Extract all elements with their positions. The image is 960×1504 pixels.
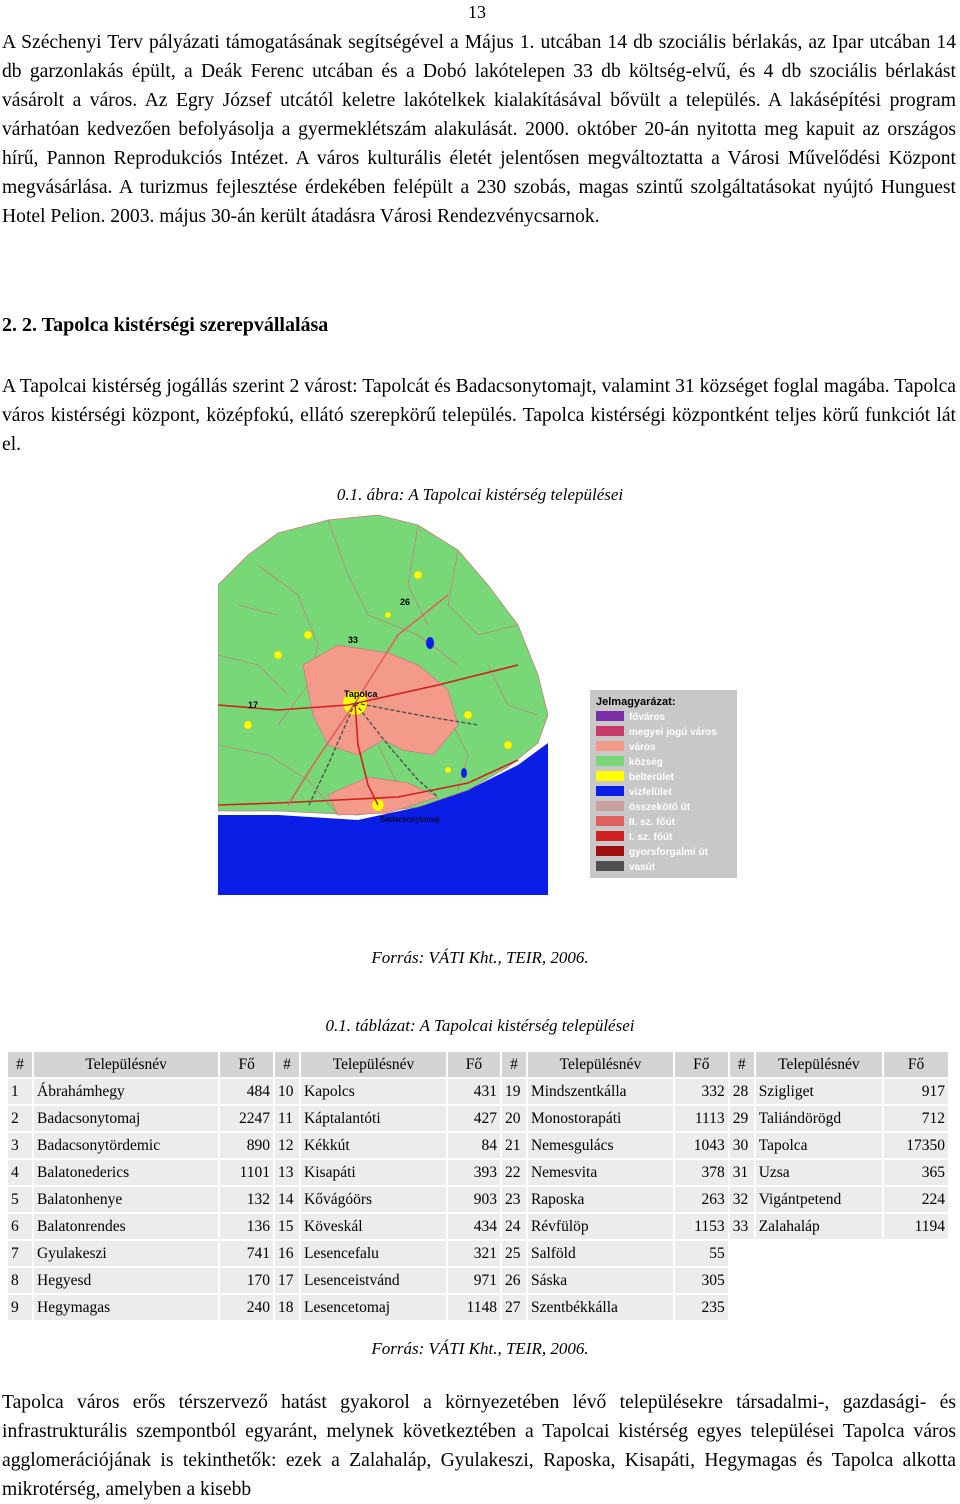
- table-cell-settlement: Nemesvita: [528, 1160, 673, 1185]
- table-header-cell: Településnév: [756, 1052, 882, 1077]
- table-cell-settlement: Kővágóörs: [301, 1187, 446, 1212]
- legend-label: vasút: [629, 862, 656, 873]
- table-row: [8, 1268, 948, 1293]
- table-cell-number: 18: [275, 1295, 299, 1320]
- table-cell-population: 712: [884, 1106, 948, 1131]
- table-cell-number: 11: [275, 1106, 299, 1131]
- map-label-33: 33: [348, 635, 359, 645]
- table-cell-population: 263: [675, 1187, 728, 1212]
- figure-caption: 0.1. ábra: A Tapolcai kistérség települései: [336, 485, 624, 504]
- table-cell-settlement: Kékkút: [301, 1133, 446, 1158]
- map-label-badacsony: Badacsonytomaj: [380, 815, 440, 824]
- table-header-row: [8, 1052, 948, 1077]
- table-cell-number: 7: [8, 1241, 32, 1266]
- table-cell-settlement: Badacsonytomaj: [34, 1106, 218, 1131]
- table-cell-settlement: Kapolcs: [301, 1079, 446, 1104]
- table-cell-settlement: Lesencefalu: [301, 1241, 446, 1266]
- table-header-cell: #: [275, 1052, 299, 1077]
- figure-source: Forrás: VÁTI Kht., TEIR, 2006.: [371, 948, 589, 967]
- body-paragraph-3: Tapolca város erős térszervező hatást gyakorol a környezetében lévő településekre társadalmi-, gazdasági- és infrastrukturális szempontból egyaránt, melynek következtében a Tapolcai kistérség egyes települései Tapolca város agglomerációjának is tekinthetők: ezek a Zalahaláp, Gyulakeszi, Raposka, Kisapáti, Hegymagas és Tapolca alkotta mikrotérség, amelyben a kisebb: [2, 1392, 956, 1500]
- table-cell-number: 24: [502, 1214, 526, 1239]
- table-header-cell: #: [502, 1052, 526, 1077]
- table-cell-population: 332: [675, 1079, 728, 1104]
- table-cell-population: 917: [884, 1079, 948, 1104]
- map-graphic: [218, 515, 768, 895]
- legend-swatch: [596, 786, 624, 796]
- table-cell-population: 321: [448, 1241, 500, 1266]
- legend-swatch: [596, 816, 624, 826]
- table-cell-number: 26: [502, 1268, 526, 1293]
- table-cell-population: 971: [448, 1268, 500, 1293]
- legend-label: főváros: [629, 712, 666, 723]
- table-row: [8, 1214, 948, 1239]
- table-cell-number: 20: [502, 1106, 526, 1131]
- page-number: 13: [468, 2, 486, 22]
- map-label-17: 17: [248, 700, 259, 710]
- table-cell-number: 6: [8, 1214, 32, 1239]
- legend-label: II. sz. főút: [629, 817, 676, 828]
- legend-swatch: [596, 741, 624, 751]
- legend-swatch: [596, 861, 624, 871]
- table-cell-number: 30: [730, 1133, 754, 1158]
- table-cell-settlement: Kisapáti: [301, 1160, 446, 1185]
- table-cell-number: 10: [275, 1079, 299, 1104]
- legend-label: gyorsforgalmi út: [629, 847, 708, 858]
- table-cell-number: 29: [730, 1106, 754, 1131]
- table-cell-settlement: Szentbékkálla: [528, 1295, 673, 1320]
- table-cell-settlement: Lesenceistvánd: [301, 1268, 446, 1293]
- table-cell-population: 1148: [448, 1295, 500, 1320]
- legend-swatch: [596, 846, 624, 856]
- table-cell-number: 33: [730, 1214, 754, 1239]
- table-cell-population: 365: [884, 1160, 948, 1185]
- table-cell-population: 1113: [675, 1106, 728, 1131]
- table-cell-population: 741: [220, 1241, 273, 1266]
- settlements-table: [6, 1050, 950, 1322]
- table-cell-number: [730, 1295, 754, 1320]
- table-cell-population: 136: [220, 1214, 273, 1239]
- legend-label: I. sz. főút: [629, 832, 673, 843]
- legend-swatch: [596, 801, 624, 811]
- table-header-cell: #: [8, 1052, 32, 1077]
- legend-swatch: [596, 756, 624, 766]
- legend-label: összekötő út: [629, 802, 691, 813]
- legend-label: község: [629, 757, 663, 768]
- table-header-cell: Fő: [220, 1052, 273, 1077]
- table-cell-population: 305: [675, 1268, 728, 1293]
- table-cell-settlement: Nemesgulács: [528, 1133, 673, 1158]
- table-cell-number: 27: [502, 1295, 526, 1320]
- map-label-tapolca: Tapolca: [344, 689, 378, 699]
- table-cell-number: 13: [275, 1160, 299, 1185]
- table-cell-settlement: [756, 1268, 882, 1293]
- table-header-cell: Településnév: [34, 1052, 218, 1077]
- table-cell-settlement: [756, 1241, 882, 1266]
- table-cell-settlement: Zalahaláp: [756, 1214, 882, 1239]
- table-cell-population: 240: [220, 1295, 273, 1320]
- table-cell-number: 32: [730, 1187, 754, 1212]
- table-cell-settlement: Szigliget: [756, 1079, 882, 1104]
- table-source: Forrás: VÁTI Kht., TEIR, 2006.: [371, 1339, 589, 1358]
- table-cell-number: 16: [275, 1241, 299, 1266]
- table-cell-population: 224: [884, 1187, 948, 1212]
- table-cell-number: [730, 1268, 754, 1293]
- table-cell-population: 431: [448, 1079, 500, 1104]
- table-cell-settlement: Raposka: [528, 1187, 673, 1212]
- table-cell-number: 15: [275, 1214, 299, 1239]
- table-cell-number: 8: [8, 1268, 32, 1293]
- table-cell-population: 378: [675, 1160, 728, 1185]
- table-cell-settlement: Badacsonytördemic: [34, 1133, 218, 1158]
- table-cell-population: 1153: [675, 1214, 728, 1239]
- legend-label: város: [629, 742, 656, 753]
- table-cell-population: 84: [448, 1133, 500, 1158]
- table-cell-number: 21: [502, 1133, 526, 1158]
- table-cell-population: 1194: [884, 1214, 948, 1239]
- table-cell-number: 28: [730, 1079, 754, 1104]
- table-row: [8, 1295, 948, 1320]
- table-cell-population: 132: [220, 1187, 273, 1212]
- table-cell-settlement: Balatonederics: [34, 1160, 218, 1185]
- table-cell-population: [884, 1241, 948, 1266]
- table-caption: 0.1. táblázat: A Tapolcai kistérség települései: [325, 1016, 635, 1035]
- table-row: [8, 1133, 948, 1158]
- table-cell-number: 17: [275, 1268, 299, 1293]
- table-cell-settlement: Köveskál: [301, 1214, 446, 1239]
- subregion-map: [218, 515, 768, 895]
- legend-swatch: [596, 726, 624, 736]
- table-cell-settlement: Mindszentkálla: [528, 1079, 673, 1104]
- legend-swatch: [596, 771, 624, 781]
- table-cell-settlement: [756, 1295, 882, 1320]
- table-row: [8, 1241, 948, 1266]
- table-cell-settlement: Taliándörögd: [756, 1106, 882, 1131]
- table-cell-settlement: Balatonrendes: [34, 1214, 218, 1239]
- table-cell-number: 19: [502, 1079, 526, 1104]
- legend-label: vízfelület: [629, 787, 672, 798]
- table-cell-number: 23: [502, 1187, 526, 1212]
- table-cell-settlement: Tapolca: [756, 1133, 882, 1158]
- body-paragraph-2: A Tapolcai kistérség jogállás szerint 2 várost: Tapolcát és Badacsonytomajt, valamint 31 községet foglal magába. Tapolca város kistérségi központ, középfokú, ellátó szerepkörű település. Tapolca kistérségi központként teljes körű funkciót lát el.: [2, 376, 956, 455]
- table-cell-population: 2247: [220, 1106, 273, 1131]
- table-cell-population: 1101: [220, 1160, 273, 1185]
- table-cell-settlement: Káptalantóti: [301, 1106, 446, 1131]
- body-paragraph-1: A Széchenyi Terv pályázati támogatásának segítségével a Május 1. utcában 14 db szociális bérlakás, az Ipar utcában 14 db garzonlakás épült, a Deák Ferenc utcában és a Dobó lakótelepen 33 db költség-elvű, és 4 db szociális bérlakást vásárolt a város. Az Egry József utcától keletre lakótelkek kialakításával bővült a település. A lakásépítési program várhatóan kedvezően befolyásolja a gyermeklétszám alakulását. 2000. október 20-án nyitotta meg kapuit az országos hírű, Pannon Reprodukciós Intézet. A város kulturális életét jelentősen megváltoztatta a Városi Művelődési Központ megvásárlása. A turizmus fejlesztése érdekében felépült a 230 szobás, magas szintű szolgáltatásokat nyújtó Hunguest Hotel Pelion. 2003. május 30-án került átadásra Városi Rendezvénycsarnok.: [2, 32, 956, 227]
- table-row: [8, 1079, 948, 1104]
- table-cell-settlement: Ábrahámhegy: [34, 1079, 218, 1104]
- table-cell-population: 434: [448, 1214, 500, 1239]
- table-cell-settlement: Gyulakeszi: [34, 1241, 218, 1266]
- table-cell-settlement: Lesencetomaj: [301, 1295, 446, 1320]
- table-row: [8, 1106, 948, 1131]
- table-cell-number: 22: [502, 1160, 526, 1185]
- table-cell-number: 25: [502, 1241, 526, 1266]
- table-cell-population: [884, 1295, 948, 1320]
- table-cell-number: 5: [8, 1187, 32, 1212]
- table-cell-population: 17350: [884, 1133, 948, 1158]
- table-cell-settlement: Vigántpetend: [756, 1187, 882, 1212]
- legend-swatch: [596, 711, 624, 721]
- table-cell-population: 393: [448, 1160, 500, 1185]
- table-cell-settlement: Balatonhenye: [34, 1187, 218, 1212]
- table-cell-number: [730, 1241, 754, 1266]
- table-cell-population: 903: [448, 1187, 500, 1212]
- table-cell-number: 12: [275, 1133, 299, 1158]
- table-row: [8, 1187, 948, 1212]
- table-cell-number: 3: [8, 1133, 32, 1158]
- legend-swatch: [596, 831, 624, 841]
- section-heading: 2. 2. Tapolca kistérségi szerepvállalása: [2, 314, 329, 336]
- table-cell-population: 890: [220, 1133, 273, 1158]
- table-header-cell: Fő: [448, 1052, 500, 1077]
- table-header-cell: Településnév: [528, 1052, 673, 1077]
- table-row: [8, 1160, 948, 1185]
- table-cell-settlement: Monostorapáti: [528, 1106, 673, 1131]
- map-legend: [590, 690, 737, 878]
- table-cell-population: 427: [448, 1106, 500, 1131]
- table-cell-number: 2: [8, 1106, 32, 1131]
- table-header-cell: Fő: [884, 1052, 948, 1077]
- legend-label: megyei jogú város: [629, 727, 717, 738]
- legend-title: Jelmagyarázat:: [596, 696, 676, 708]
- table-cell-settlement: Uzsa: [756, 1160, 882, 1185]
- table-cell-number: 4: [8, 1160, 32, 1185]
- table-cell-population: [884, 1268, 948, 1293]
- table-cell-settlement: Hegymagas: [34, 1295, 218, 1320]
- table-cell-settlement: Sáska: [528, 1268, 673, 1293]
- legend-label: belterület: [629, 772, 675, 783]
- table-cell-number: 31: [730, 1160, 754, 1185]
- table-cell-number: 14: [275, 1187, 299, 1212]
- table-cell-settlement: Hegyesd: [34, 1268, 218, 1293]
- table-cell-population: 1043: [675, 1133, 728, 1158]
- map-label-26: 26: [400, 597, 411, 607]
- table-cell-population: 235: [675, 1295, 728, 1320]
- table-cell-population: 484: [220, 1079, 273, 1104]
- table-cell-settlement: Révfülöp: [528, 1214, 673, 1239]
- table-cell-settlement: Salföld: [528, 1241, 673, 1266]
- table-cell-number: 1: [8, 1079, 32, 1104]
- table-cell-population: 55: [675, 1241, 728, 1266]
- table-header-cell: Fő: [675, 1052, 728, 1077]
- table-header-cell: #: [730, 1052, 754, 1077]
- table-cell-population: 170: [220, 1268, 273, 1293]
- table-cell-number: 9: [8, 1295, 32, 1320]
- table-header-cell: Településnév: [301, 1052, 446, 1077]
